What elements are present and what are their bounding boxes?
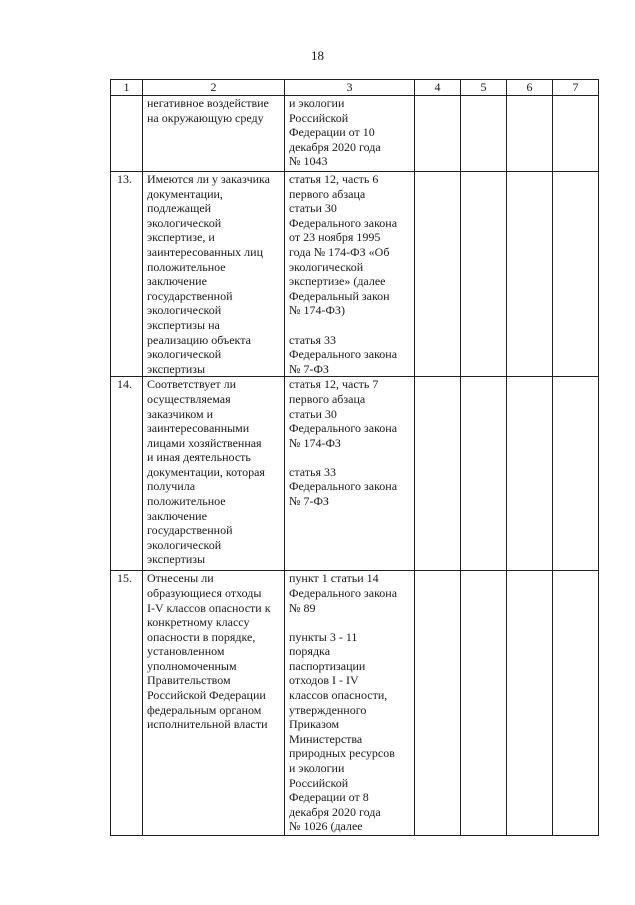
column-header: 4 [415, 80, 461, 96]
empty-cell [507, 172, 553, 377]
table-row [111, 96, 599, 172]
question-cell: негативное воздействие на окружающую среду [143, 96, 285, 172]
table-row [111, 172, 599, 377]
table-row [111, 571, 599, 836]
column-header: 7 [553, 80, 599, 96]
column-header: 1 [111, 80, 143, 96]
legal-basis-paragraph: статья 33 Федерального закона № 7-ФЗ [289, 332, 398, 376]
requirements-table [110, 79, 599, 836]
column-header: 3 [285, 80, 415, 96]
empty-cell [415, 172, 461, 377]
row-number: 14. [111, 377, 143, 571]
empty-cell [553, 96, 599, 172]
empty-cell [553, 377, 599, 571]
empty-cell [461, 571, 507, 836]
legal-basis-paragraph: статья 12, часть 7 первого абзаца статьи 30 Федерального закона № 174-ФЗ [289, 377, 398, 450]
page-number: 18 [311, 48, 324, 63]
question-cell: Отнесены ли образующиеся отходы I-V классов опасности к конкретному классу опасности в порядке, установленном уполномоченным Правительством Российской Федерации федеральным органом исполнительной власти [143, 571, 285, 836]
question-cell: Соответствует ли осуществляемая заказчиком и заинтересованными лицами хозяйственная и иная деятельность документации, которая получила положительное заключение государственной экологической экспертизы [143, 377, 285, 571]
legal-basis-paragraph: и экологии Российской Федерации от 10 декабря 2020 года № 1043 [289, 96, 381, 169]
legal-basis-cell [285, 96, 415, 172]
empty-cell [415, 377, 461, 571]
empty-cell [415, 571, 461, 836]
empty-cell [461, 96, 507, 172]
legal-basis-paragraph: пункт 1 статьи 14 Федерального закона № 89 [289, 571, 398, 615]
legal-basis-paragraph: статья 12, часть 6 первого абзаца статьи 30 Федерального закона от 23 ноября 1995 года № 174-ФЗ «Об экологической экспертизе» (далее Федеральный закон № 174-ФЗ) [289, 172, 398, 318]
row-number [111, 96, 143, 172]
empty-cell [507, 377, 553, 571]
table-row [111, 377, 599, 571]
empty-cell [553, 172, 599, 377]
column-header: 5 [461, 80, 507, 96]
empty-cell [507, 571, 553, 836]
column-header: 6 [507, 80, 553, 96]
legal-basis-paragraph: статья 33 Федерального закона № 7-ФЗ [289, 464, 398, 509]
empty-cell [507, 96, 553, 172]
column-header: 2 [143, 80, 285, 96]
empty-cell [461, 377, 507, 571]
empty-cell [461, 172, 507, 377]
legal-basis-cell [285, 571, 415, 836]
empty-cell [553, 571, 599, 836]
header-row [111, 80, 599, 96]
empty-cell [415, 96, 461, 172]
legal-basis-paragraph: пункты 3 - 11 порядка паспортизации отходов I - IV классов опасности, утвержденного Приказом Министерства природных ресурсов и экологии Российской Федерации от 8 декабря 2020 года № 1026 (далее [289, 629, 395, 834]
row-number: 15. [111, 571, 143, 836]
legal-basis-cell [285, 377, 415, 571]
row-number: 13. [111, 172, 143, 377]
legal-basis-cell [285, 172, 415, 377]
question-cell: Имеются ли у заказчика документации, подлежащей экологической экспертизе, и заинтересованных лиц положительное заключение государственной экологической экспертизы на реализацию объекта экологической экспертизы [143, 172, 285, 377]
